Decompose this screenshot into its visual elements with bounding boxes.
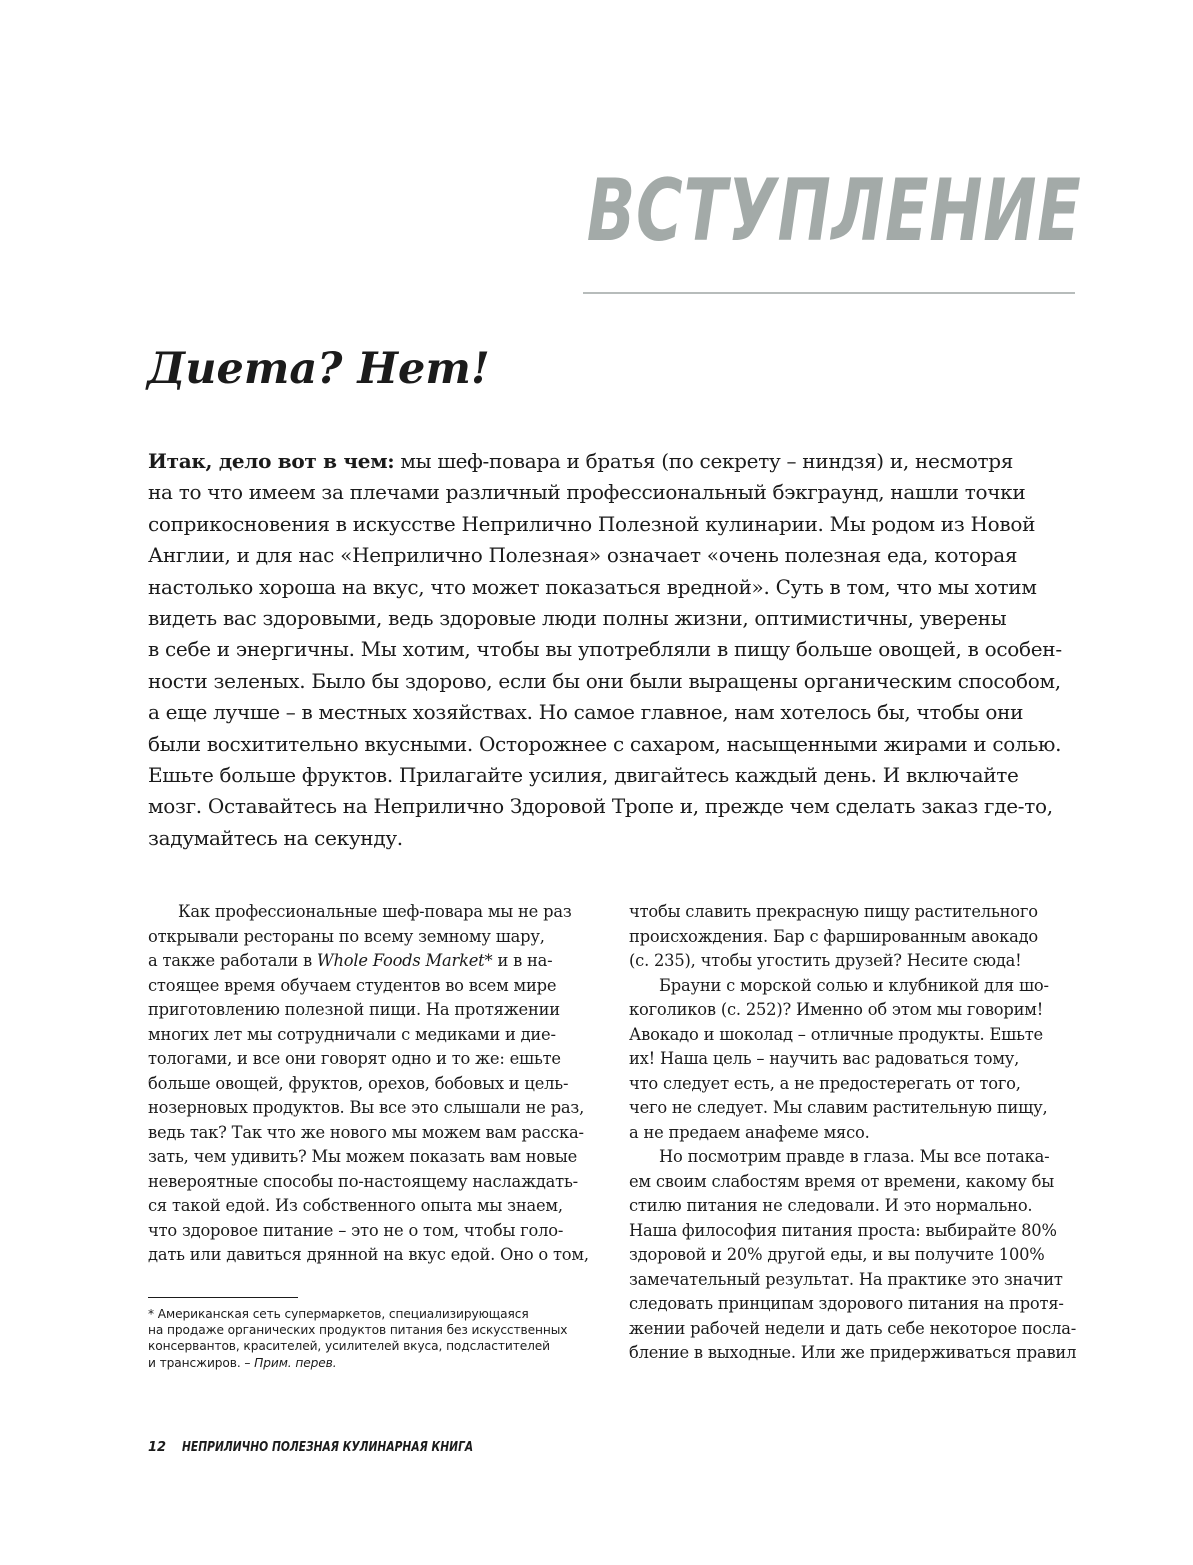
- lead-line: задумайтесь на секунду.: [148, 825, 403, 850]
- chapter-title: ВСТУПЛЕНИЕ: [586, 161, 1081, 261]
- lead-line: были восхитительно вкусными. Осторожнее с сахаром, насыщенными жирами и солью.: [148, 731, 1062, 756]
- body-line: зать, чем удивить? Мы можем показать вам новые: [148, 1147, 578, 1166]
- body-line: Но посмотрим правде в глаза. Мы все потака-: [659, 1147, 1050, 1166]
- body-line: Наша философия питания проста: выбирайте 80%: [629, 1220, 1057, 1240]
- body-line: ем своим слабостям время от времени, какому бы: [629, 1171, 1054, 1191]
- lead-line: ности зеленых. Было бы здорово, если бы они были выращены органическим способом,: [148, 668, 1061, 693]
- body-line: невероятные способы по-настоящему наслаждать-: [148, 1171, 578, 1191]
- title-divider: [583, 292, 1075, 294]
- lead-line: мозг. Оставайтесь на Неприлично Здоровой Тропе и, прежде чем сделать заказ где-то,: [148, 794, 1053, 819]
- body-line: приготовлению полезной пищи. На протяжении: [148, 1000, 560, 1019]
- running-head: НЕПРИЛИЧНО ПОЛЕЗНАЯ КУЛИНАРНАЯ КНИГА: [182, 1440, 474, 1455]
- body-line: жении рабочей недели и дать себе некоторое посла-: [629, 1318, 1077, 1338]
- body-column-right: [629, 900, 1079, 1366]
- body-text: а также работали в: [148, 951, 317, 970]
- body-line: а не предаем анафеме мясо.: [629, 1122, 870, 1142]
- store-name: Whole Foods Market*: [316, 951, 493, 970]
- lead-line: в себе и энергичны. Мы хотим, чтобы вы употребляли в пищу больше овощей, в особен-: [148, 637, 1062, 662]
- body-line: замечательный результат. На практике это значит: [629, 1269, 1063, 1289]
- lead-paragraph: [148, 446, 1088, 854]
- footnote-line: [148, 1355, 588, 1371]
- lead-line: видеть вас здоровыми, ведь здоровые люди полны жизни, оптимистичны, уверены: [148, 606, 1007, 631]
- body-line: бление в выходные. Или же придерживаться правил: [629, 1343, 1077, 1362]
- body-line: что здоровое питание – это не о том, чтобы голо-: [148, 1220, 564, 1240]
- body-line: тологами, и все они говорят одно и то же: ешьте: [148, 1049, 561, 1068]
- footnote-divider: [148, 1297, 298, 1298]
- body-line: (с. 235), чтобы угостить друзей? Несите сюда!: [629, 951, 1022, 970]
- page-footer: [148, 1440, 537, 1455]
- body-line: следовать принципам здорового питания на протя-: [629, 1294, 1064, 1313]
- body-line: [148, 949, 588, 974]
- body-line: нозерновых продуктов. Вы все это слышали не раз,: [148, 1098, 585, 1117]
- body-line: Брауни с морской солью и клубникой для шо-: [659, 975, 1049, 995]
- footnote-line: на продаже органических продуктов питания без искусственных: [148, 1323, 568, 1338]
- translator-note: Прим. перев.: [254, 1355, 337, 1370]
- lead-line-text: мы шеф-повара и братья (по секрету – ниндзя) и, несмотря: [394, 449, 1014, 473]
- footnote-text: и трансжиров. –: [148, 1355, 255, 1370]
- lead-line: Ешьте больше фруктов. Прилагайте усилия, двигайтесь каждый день. И включайте: [148, 763, 1019, 788]
- lead-label: Итак, дело вот в чем:: [148, 449, 395, 473]
- body-line: чего не следует. Мы славим растительную пищу,: [629, 1098, 1048, 1117]
- body-line: дать или давиться дрянной на вкус едой. Оно о том,: [148, 1245, 589, 1264]
- page-number: 12: [148, 1440, 167, 1455]
- body-line: ся такой едой. Из собственного опыта мы знаем,: [148, 1196, 563, 1215]
- body-line: стилю питания не следовали. И это нормально.: [629, 1196, 1033, 1215]
- lead-line: [148, 446, 1088, 477]
- lead-line: на то что имеем за плечами различный профессиональный бэкграунд, нашли точки: [148, 480, 1026, 505]
- body-line: многих лет мы сотрудничали с медиками и дие-: [148, 1024, 556, 1044]
- body-line: больше овощей, фруктов, орехов, бобовых и цель-: [148, 1073, 569, 1093]
- body-line: Как профессиональные шеф-повара мы не раз: [178, 902, 572, 921]
- body-line: здоровой и 20% другой еды, и вы получите 100%: [629, 1245, 1045, 1264]
- body-line: чтобы славить прекрасную пищу растительного: [629, 902, 1038, 921]
- body-column-left: [148, 900, 588, 1268]
- footnote: [148, 1306, 588, 1371]
- lead-line: а еще лучше – в местных хозяйствах. Но самое главное, нам хотелось бы, чтобы они: [148, 700, 1024, 725]
- body-line: открывали рестораны по всему земному шару,: [148, 926, 545, 946]
- body-line: стоящее время обучаем студентов во всем мире: [148, 975, 557, 995]
- body-line: ведь так? Так что же нового мы можем вам расска-: [148, 1122, 584, 1142]
- body-line: их! Наша цель – научить вас радоваться тому,: [629, 1049, 1020, 1068]
- lead-line: соприкосновения в искусстве Неприлично Полезной кулинарии. Мы родом из Новой: [148, 511, 1036, 536]
- body-line: происхождения. Бар с фаршированным авокадо: [629, 926, 1038, 946]
- section-heading: Диета? Нет!: [147, 344, 490, 394]
- body-line: коголиков (с. 252)? Именно об этом мы говорим!: [629, 1000, 1044, 1019]
- footnote-line: консервантов, красителей, усилителей вкуса, подсластителей: [148, 1339, 551, 1354]
- lead-line: настолько хороша на вкус, что может показаться вредной». Суть в том, что мы хотим: [148, 574, 1037, 599]
- body-text: и в на-: [492, 951, 553, 970]
- body-line: Авокадо и шоколад – отличные продукты. Ешьте: [629, 1024, 1043, 1044]
- lead-line: Англии, и для нас «Неприлично Полезная» означает «очень полезная еда, которая: [148, 543, 1018, 568]
- footnote-line: * Американская сеть супермаркетов, специализирующаяся: [148, 1307, 529, 1321]
- body-line: что следует есть, а не предостерегать от того,: [629, 1073, 1021, 1093]
